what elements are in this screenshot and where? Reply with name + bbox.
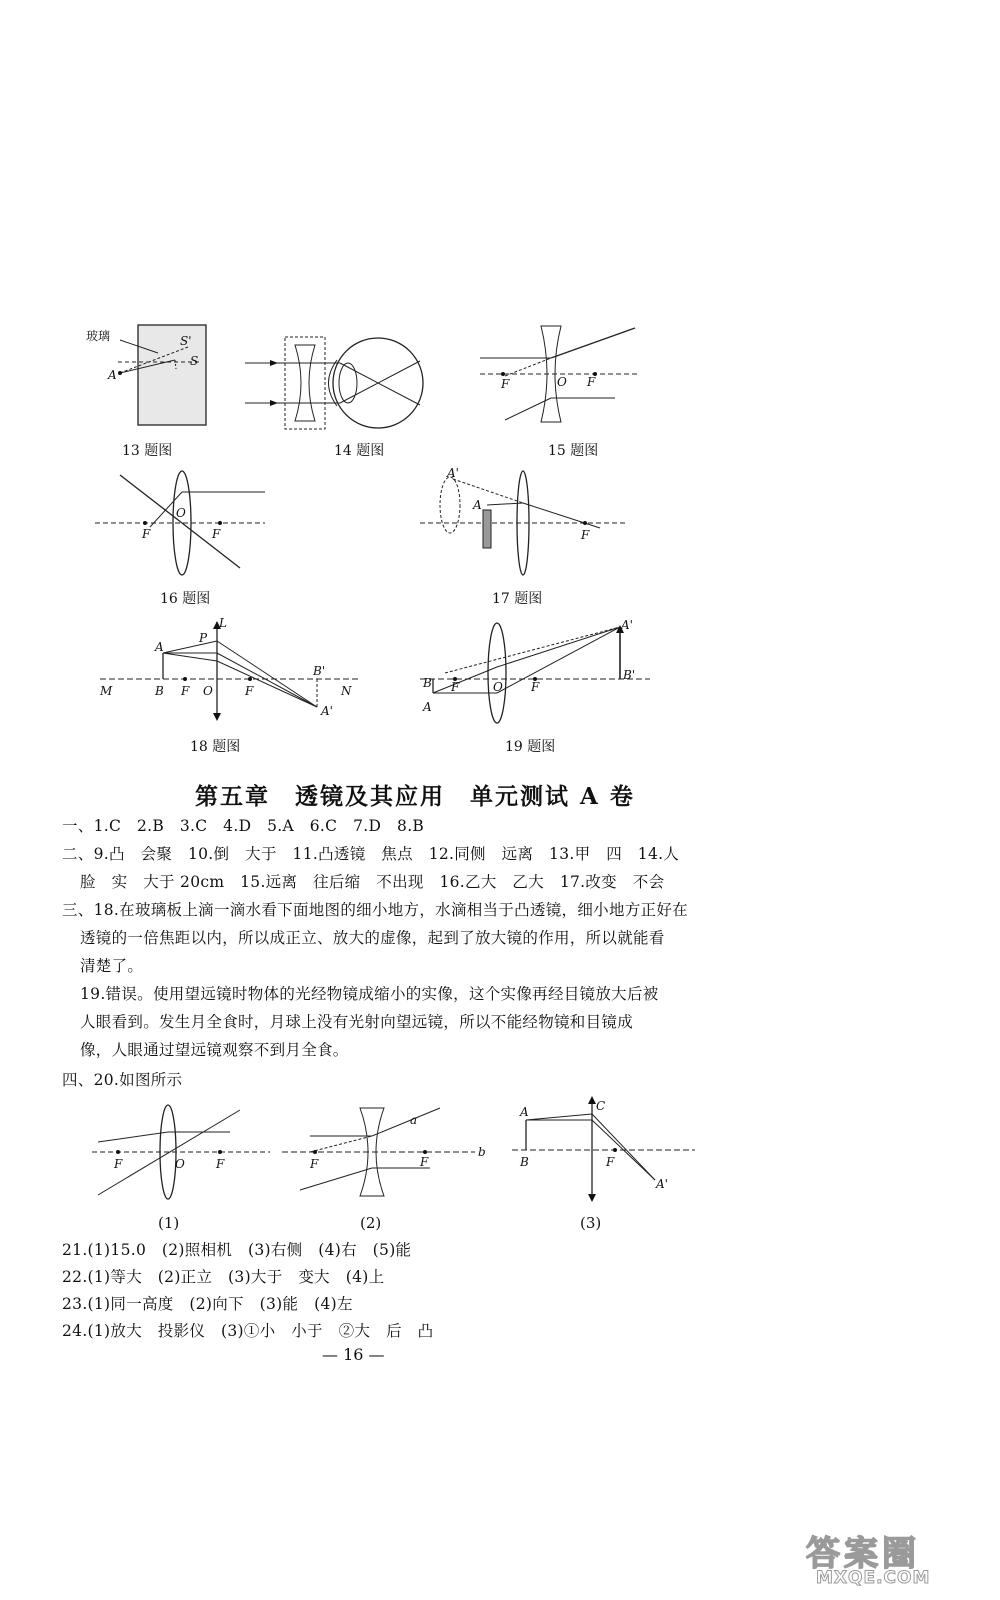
fig20-3-label: C <box>596 1099 606 1113</box>
fig18-label: B <box>155 684 164 698</box>
fig18-label: L <box>219 616 227 630</box>
fig19-label: A' <box>621 618 633 632</box>
fig20-1-label: O <box>175 1157 185 1171</box>
fig16-label: O <box>176 506 186 520</box>
fig19-label: F <box>531 680 540 694</box>
answer-line: 23.(1)同一高度 (2)向下 (3)能 (4)左 <box>62 1295 353 1313</box>
answer-line: 二、9.凸 会聚 10.倒 大于 11.凸透镜 焦点 12.同侧 远离 13.甲 四 14.人 <box>62 845 680 863</box>
page-number: — 16 — <box>322 1345 385 1364</box>
figure-20-3-diagram <box>510 1090 700 1205</box>
answer-line: 一、1.C 2.B 3.C 4.D 5.A 6.C 7.D 8.B <box>62 817 425 835</box>
figure-18-diagram <box>95 615 365 725</box>
figure-20-1-diagram <box>90 1100 275 1205</box>
fig18-label: M <box>100 684 113 698</box>
fig15-label: F <box>501 377 510 391</box>
figure-13-diagram <box>80 315 220 430</box>
answer-line: 像，人眼通过望远镜观察不到月全食。 <box>80 1041 349 1059</box>
fig20-3-label: B <box>520 1155 529 1169</box>
fig17-label: F <box>581 528 590 542</box>
figure-15-diagram <box>475 318 645 430</box>
answer-line: 19.错误。使用望远镜时物体的光经物镜成缩小的实像，这个实像再经目镜放大后被 <box>80 985 659 1003</box>
answer-line: 四、20.如图所示 <box>62 1071 183 1089</box>
fig20-3-label: A' <box>656 1177 668 1191</box>
answer-line: 24.(1)放大 投影仪 (3)①小 小于 ②大 后 凸 <box>62 1322 434 1340</box>
watermark-main: 答案圈 <box>806 1534 920 1574</box>
fig19-label: O <box>493 680 503 694</box>
fig19-label: A <box>423 700 432 714</box>
fig18-label: A <box>155 640 164 654</box>
figure-19-caption: 19 题图 <box>505 739 556 755</box>
figure-16-caption: 16 题图 <box>160 591 211 607</box>
figure-16-diagram <box>90 465 270 580</box>
fig16-label: F <box>212 527 221 541</box>
fig18-label: B' <box>313 664 326 678</box>
figure-14-diagram <box>240 325 440 440</box>
fig13-label: S' <box>180 334 192 348</box>
fig13-glass-label: 玻璃 <box>86 329 111 343</box>
fig20-2-label: b <box>478 1145 486 1159</box>
fig18-label: F <box>245 684 254 698</box>
answer-line: 22.(1)等大 (2)正立 (3)大于 变大 (4)上 <box>62 1268 385 1286</box>
fig20-1-label: F <box>114 1157 123 1171</box>
fig15-label: F <box>587 375 596 389</box>
answer-line: 透镜的一倍焦距以内，所以成正立、放大的虚像，起到了放大镜的作用，所以就能看 <box>80 929 665 947</box>
fig20-3-label: F <box>606 1155 615 1169</box>
answer-line: 清楚了。 <box>80 957 144 975</box>
fig19-label: B' <box>623 668 636 682</box>
section-title: 第五章 透镜及其应用 单元测试 A 卷 <box>195 783 635 810</box>
fig13-label: S <box>190 354 199 368</box>
answer-line: 人眼看到。发生月全食时，月球上没有光射向望远镜，所以不能经物镜和目镜成 <box>80 1013 634 1031</box>
fig17-label: A' <box>447 466 459 480</box>
figure-14-caption: 14 题图 <box>334 443 385 459</box>
fig18-label: N <box>341 684 352 698</box>
watermark-logo <box>806 1526 984 1592</box>
fig20-1-label: F <box>216 1157 225 1171</box>
fig20-3-label: A <box>520 1105 529 1119</box>
figure-17-diagram <box>415 465 630 580</box>
fig16-label: F <box>142 527 151 541</box>
figure-20-2-diagram <box>280 1100 490 1205</box>
fig18-label: O <box>203 684 213 698</box>
figure-20-1-caption: (1) <box>158 1214 180 1232</box>
figure-15-caption: 15 题图 <box>548 443 599 459</box>
figure-13-caption: 13 题图 <box>122 443 173 459</box>
fig13-label: A <box>108 368 117 382</box>
watermark-url: MXQE.COM <box>816 1568 931 1588</box>
fig19-label: B <box>423 676 432 690</box>
answer-line: 21.(1)15.0 (2)照相机 (3)右侧 (4)右 (5)能 <box>62 1241 412 1259</box>
figure-20-2-caption: (2) <box>360 1214 382 1232</box>
figure-19-diagram <box>415 615 655 725</box>
fig20-2-label: a <box>410 1113 418 1127</box>
fig15-label: O <box>557 375 567 389</box>
fig18-label: A' <box>321 704 333 718</box>
fig18-label: P <box>199 631 208 645</box>
fig18-label: F <box>181 684 190 698</box>
figure-20-3-caption: (3) <box>580 1214 602 1232</box>
fig17-label: A <box>473 498 482 512</box>
answer-line: 三、18.在玻璃板上滴一滴水看下面地图的细小地方，水滴相当于凸透镜，细小地方正好在 <box>62 901 688 919</box>
fig20-2-label: F <box>310 1157 319 1171</box>
fig20-2-label: F <box>420 1155 429 1169</box>
answer-line: 脸 实 大于 20cm 15.远离 往后缩 不出现 16.乙大 乙大 17.改变 不会 <box>80 873 665 891</box>
fig19-label: F <box>451 680 460 694</box>
figure-18-caption: 18 题图 <box>190 739 241 755</box>
figure-17-caption: 17 题图 <box>492 591 543 607</box>
